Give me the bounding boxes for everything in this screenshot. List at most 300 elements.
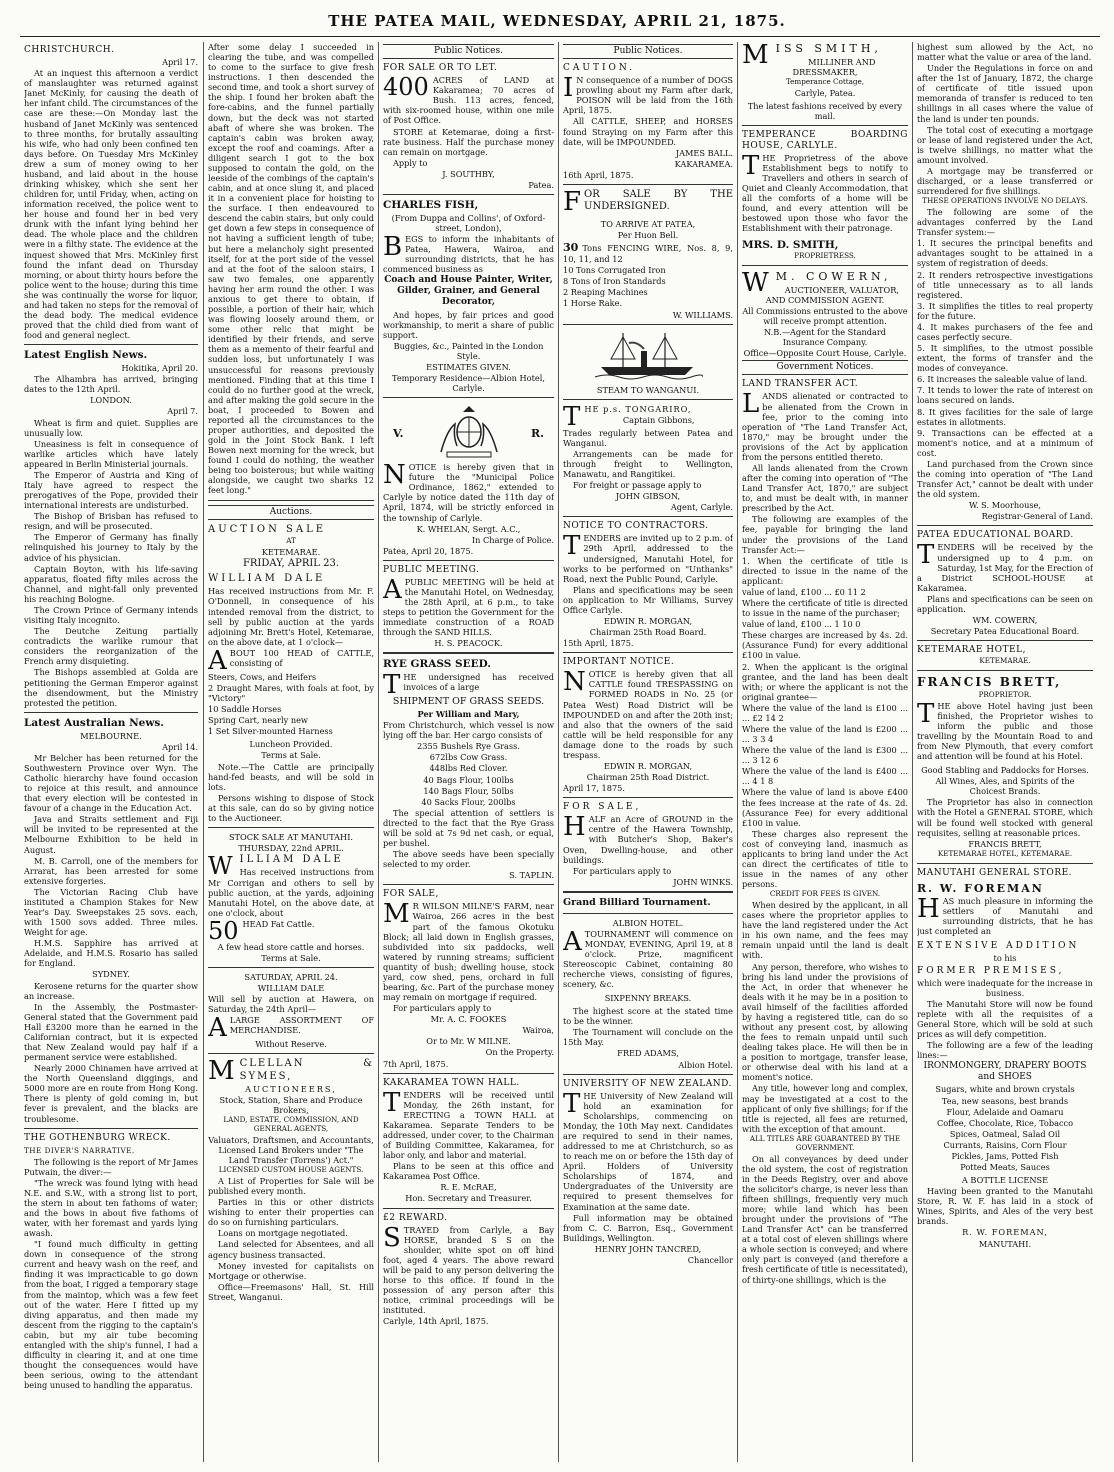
ad-date: 7th April, 1875. bbox=[383, 1058, 449, 1069]
ad-text: A mortgage may be transferred or discharged, or a lease transferred or surrendered for five shillings. bbox=[917, 165, 1093, 197]
list-item: 40 Bags Flour, 100lbs bbox=[423, 774, 514, 785]
list-item: Where the value of the land is £300 ... ... 3 12 6 bbox=[742, 745, 908, 766]
ad-heading: STOCK SALE AT MANUTAHI. bbox=[228, 831, 354, 842]
ad-heading: Grand Billiard Tournament. bbox=[563, 896, 711, 908]
ad-heading: A BOTTLE LICENSE bbox=[961, 1175, 1049, 1186]
divider bbox=[208, 500, 374, 501]
ad-text: to his bbox=[993, 952, 1017, 963]
list-item: Tea, new seasons, best brands bbox=[941, 1095, 1069, 1106]
divider bbox=[563, 652, 733, 653]
ad-heading: IRONMONGERY, DRAPERY BOOTS and SHOES bbox=[923, 1061, 1087, 1083]
ad-signature: HENRY JOHN TANCRED, bbox=[594, 1243, 702, 1254]
ad-text: A few head store cattle and horses. bbox=[217, 941, 365, 952]
list-item: Potted Meats, Sauces bbox=[960, 1162, 1050, 1173]
ad-text: PROPRIETRESS. bbox=[794, 251, 856, 261]
drop-cap: T bbox=[917, 698, 935, 729]
ad-text: Plans and specifications can be seen on application. bbox=[917, 593, 1093, 614]
ad-heading: RYE GRASS SEED. bbox=[383, 658, 491, 671]
ad-text: From Christchurch, which vessel is now lying off the bar. Her cargo consists of bbox=[383, 720, 554, 741]
ad-text: value of land, £100 ... 1 10 0 bbox=[742, 619, 861, 630]
drop-cap: T bbox=[383, 670, 401, 701]
ad-number: 400 bbox=[383, 73, 429, 102]
list-item: 3. It simplifies the titles to real property for the future. bbox=[917, 300, 1093, 321]
column-3 bbox=[383, 42, 554, 1462]
ad-text: Has received instructions from Mr. F. O'Donnell, in consequence of his intended removal from the district, to sell by public auction at the yards adjoining Mr. Brett's Hotel, Ketemarae, on the above date, at 1 o'clock— bbox=[208, 586, 374, 647]
column-4 bbox=[563, 42, 733, 1462]
dateline: Hokitika, April 20. bbox=[121, 363, 198, 374]
ad-text: Per Huon Bell. bbox=[617, 229, 679, 240]
divider bbox=[208, 827, 374, 828]
column-rule bbox=[912, 42, 913, 1462]
ad-text: 1. When the certificate of title is directed to issue in the name of the applicant: bbox=[742, 555, 908, 586]
divider bbox=[208, 1053, 374, 1054]
drop-cap: I bbox=[563, 73, 574, 104]
section-heading: Auctions. bbox=[208, 505, 374, 520]
list-item: 8. It gives facilities for the sale of large estates in allotments. bbox=[917, 406, 1093, 427]
ad-heading: CAUTION. bbox=[563, 63, 636, 74]
ad-text: Chairman 25th Road Board. bbox=[589, 627, 707, 638]
ad-text: Registrar-General of Land. bbox=[981, 511, 1093, 522]
ad-text: Arrangements can be made for through freight to Wellington, Manawatu, and Rangitikei. bbox=[563, 448, 733, 480]
list-item: 5. It simplifies, to the utmost possible extent, the forms of transfer and the modes of conveyance. bbox=[917, 343, 1093, 374]
ad-heading: UNIVERSITY OF NEW ZEALAND. bbox=[563, 1078, 732, 1089]
ad-text: Note.—The Cattle are principally hand-fed beasts, and will be sold in lots. bbox=[208, 761, 374, 792]
list-item: Coffee, Chocolate, Rice, Tobacco bbox=[936, 1117, 1074, 1128]
ad-heading: FOR SALE, bbox=[383, 889, 439, 900]
ad-signature: FRED ADAMS, bbox=[617, 1048, 679, 1059]
list-item: 2 Reaping Machines bbox=[563, 287, 648, 298]
drop-cap: F bbox=[563, 186, 582, 217]
royal-crest-block bbox=[383, 402, 554, 462]
list-item: 1 Horse Rake. bbox=[563, 298, 623, 309]
list-item: 6. It increases the saleable value of land. bbox=[917, 374, 1088, 385]
list-item: Spices, Oatmeal, Salad Oil bbox=[949, 1128, 1061, 1139]
ad-heading: PATEA EDUCATIONAL BOARD. bbox=[917, 530, 1074, 541]
ad-text: HE Proprietress of the above Establishment begs to notify to Travellers and others in search of Quiet and Cleanly Accommodation, that all the comforts of a home will be found, and every attention will be bestowed upon those who favor the Establishment with their patronage. bbox=[742, 152, 908, 234]
ad-text: (From Duppa and Collins', of Oxford-street, London), bbox=[391, 212, 546, 233]
list-item: Tons FENCING WIRE, Nos. 8, 9, 10, 11, and 12 bbox=[563, 242, 733, 265]
article-paragraph: The Crown Prince of Germany intends visiting Italy incognito. bbox=[24, 604, 198, 626]
list-item: 140 Bags Flour, 50lbs bbox=[423, 785, 514, 796]
ad-signature: K. WHELAN, Sergt. A.C., bbox=[416, 523, 521, 534]
section-heading: Government Notices. bbox=[742, 360, 908, 375]
article-paragraph: Uneasiness is felt in consequence of warlike articles which have lately appeared in Berlin Ministerial journals. bbox=[24, 438, 198, 469]
ad-text: HEAD Fat Cattle. bbox=[242, 918, 315, 929]
ad-heading: CLELLAN & SYMES, bbox=[239, 1058, 374, 1082]
section-heading: Latest English News. bbox=[24, 349, 148, 362]
ad-signature: W. S. Moorhouse, bbox=[969, 500, 1041, 511]
divider bbox=[383, 560, 554, 561]
ad-text: PUBLIC MEETING will be held at the Manutahi Hotel, on Wednesday, the 28th April, at 6 p.m., to take steps to petition the Government for the immediate construction of a ROAD through the SAND HILLS. bbox=[383, 576, 554, 638]
drop-cap: T bbox=[917, 540, 935, 571]
ad-date: April 17, 1875. bbox=[563, 783, 625, 794]
divider bbox=[24, 712, 198, 713]
ad-text: The highest score at the stated time to be the winner. bbox=[563, 1006, 733, 1027]
ad-signature: W. WILLIAMS. bbox=[672, 309, 733, 320]
drop-cap: W bbox=[742, 268, 773, 299]
drop-cap: M bbox=[742, 42, 773, 70]
divider bbox=[563, 797, 733, 798]
ad-text: All Wines, Ales, and Spirits of the Choicest Brands. bbox=[935, 776, 1075, 797]
crest-letter: R. bbox=[531, 427, 544, 441]
ad-text: Buggies, &c., Painted in the London Style. bbox=[393, 340, 544, 361]
drop-cap: A bbox=[208, 1013, 227, 1044]
column-1 bbox=[24, 42, 198, 1462]
ad-text: AT bbox=[286, 535, 296, 545]
drop-cap: M bbox=[383, 899, 410, 930]
ad-text: KETEMARAE. bbox=[261, 546, 321, 557]
column-5 bbox=[742, 42, 908, 1462]
article-paragraph: H.M.S. Sapphire has arrived at Adelaide, and H.M.S. Rosario has sailed for England. bbox=[24, 938, 198, 969]
ad-text: LAND, ESTATE, COMMISSION, AND GENERAL AGENTS, bbox=[223, 1115, 359, 1134]
ad-text: AUCTIONEERS, bbox=[245, 1083, 337, 1094]
list-item: Where the value of the land is £200 ... ... 3 3 4 bbox=[742, 723, 908, 745]
ad-heading: PUBLIC MEETING. bbox=[383, 564, 480, 575]
list-item: 4. It makes purchasers of the fee and cases perfectly secure. bbox=[917, 321, 1093, 342]
section-heading: Public Notices. bbox=[383, 44, 554, 59]
ad-heading: EXTENSIVE ADDITION bbox=[917, 940, 1080, 951]
list-item: 8 Tons of Iron Standards bbox=[563, 276, 666, 287]
ad-text: The latest fashions received by every mail. bbox=[747, 100, 903, 121]
drop-cap: N bbox=[563, 667, 586, 698]
ad-text: R WILSON MILNE'S FARM, near Wairoa, 266 acres in the best part of the famous Okotuku Block; all laid down in English grasses, subdivided into six paddocks, well watered by running streams; sufficient quantity of bush; dwelling house, stock yard, cow shed, pens, orchard in full bearing, &c. Part of the purchase money may remain on mortgage if required. bbox=[383, 901, 554, 1003]
ad-heading: KAKARAMEA TOWN HALL. bbox=[383, 1077, 520, 1088]
masthead-rule bbox=[20, 36, 1100, 37]
ad-text: The Manutahi Store will now be found replete with all the requisites of a General Store, which will be sold at such prices as will defy competition. bbox=[917, 998, 1093, 1040]
ad-heading: FRANCIS BRETT, bbox=[917, 675, 1062, 690]
ad-text: Parties in this or other districts wishing to enter their properties can do so on furnishing particulars. bbox=[208, 1197, 374, 1228]
ad-signature: JOHN WINKS. bbox=[673, 876, 733, 887]
ad-heading: SIXPENNY BREAKS. bbox=[604, 993, 692, 1004]
column-rule bbox=[558, 42, 559, 1462]
article-paragraph: After some delay I succeeded in clearing the tube, and was compelled to come to the surface to give fresh instructions. I then descended the second time, and took a short survey of the ship. I found her broken abaft the fore-cabins, and the funnel partially down, but the deck was not started abaft of where she was broken. The captain's cabin was broken away, except the roof and coamings. After a diligent search I got to the box supposed to contain the gold, on the leeside of the combings of the captain's cabin, and at once slung it, and placed it in a convenient place for hoisting to the surface. I then endeavoured to descend the cabin stairs, but only could get down a few steps in consequence of not having a sufficient length of tube; but here a melancholy sight presented itself, for at the port side of the vessel and at the foot of the saloon stairs, I saw two females, one apparently having her arm round the other. I was anxious to get there to obtain, if possible, a portion of their hair, which was flowing loosely around them, or some other relic that might be identified by their friends, and serve them as a memento of their fearful and sudden loss, but unfortunately I was unsuccessful for reasons previously mentioned. Finding that at this time I could do no further good at the wreck, and after making the gold secure in the boat, I proceeded to Bowen and reported all the circumstances to the proper authorities, and deposited the gold in the Joint Stock Bank. I left Bowen next morning for the wreck, but found I could do nothing, the weather being too boisterous; but while waiting alongside, we caught two sharks 12 feet long." bbox=[208, 42, 374, 496]
list-item: Where the value of the land is £400 ... ... 4 1 8 bbox=[742, 766, 908, 787]
ad-date: Patea, April 20, 1875. bbox=[383, 545, 474, 556]
article-paragraph: At an inquest this afternoon a verdict of manslaughter was returned against Janet McKinly, for causing the death of her infant child. The circumstances of the case are these:—On Monday last the husband of Janet McKinly was sentenced to three months, for brutally assaulting his wife, who had only been confined ten days before. On Tuesday Mrs McKinley drew a sum of money owing to her husband, and laid about in the house drinking whiskey, which she sent her children for, until Friday, when, acting on information received, the police went to her house and found her in bed very drunk with the infant lying behind her dead. The whole place and the children were in a filthy state. The evidence at the inquest showed that Mrs. McKinley first found the infant dead on Thursday morning, or about thirty hours before the police went to the house; during this time she was continually the worse for liquor, and had taken no steps for the removal of the dead body. The medical evidence proved that the child died from want of food and general neglect. bbox=[24, 68, 198, 341]
list-item: Where the value of the land is £100 ... ... £2 14 2 bbox=[742, 702, 908, 723]
ad-signature: JAMES BALL. bbox=[675, 147, 733, 158]
ad-heading: WILLIAM DALE bbox=[257, 983, 325, 994]
ad-text: On all conveyances by deed under the old system, the cost of registration in the Deeds Registry, over and above the solicitor's charge, is never less than fifteen shillings, frequently very much more; while land which has been brought under the provisions of "The Land Transfer Act" can be transferred at a total cost of eleven shillings where a whole section is conveyed; and where only part is conveyed (and therefore a fresh certificate of title is necessitated), of thirty-one shillings, which is the bbox=[742, 1153, 908, 1285]
divider bbox=[917, 863, 1093, 864]
list-item: 10 Saddle Horses bbox=[208, 704, 282, 715]
ad-text: For particulars apply to bbox=[573, 865, 672, 876]
article-paragraph: The Bishop of Brisban has refused to resign, and will be prosecuted. bbox=[24, 511, 198, 532]
ad-text: ENDERS are invited up to 2 p.m. of 29th April, addressed to the undersigned, Manutahi Hotel, for works to be performed on "Unthanks" Road, next the Public Pound, Carlyle. bbox=[563, 533, 733, 584]
divider bbox=[383, 194, 554, 195]
ad-text: Per William and Mary, bbox=[417, 709, 520, 720]
ad-text: BOUT 100 HEAD of CATTLE, consisting of bbox=[229, 647, 374, 668]
ad-heading: OR SALE BY THE UNDERSIGNED. bbox=[584, 188, 733, 213]
drop-cap: B bbox=[383, 232, 403, 263]
divider bbox=[563, 1074, 733, 1075]
ad-signature: H. S. PEACOCK. bbox=[434, 638, 503, 649]
ad-text: The following are a few of the leading lines:— bbox=[917, 1040, 1093, 1061]
ad-heading: IMPORTANT NOTICE. bbox=[563, 657, 675, 668]
ad-signature: J. SOUTHBY, bbox=[442, 168, 495, 179]
article-paragraph: M. B. Carroll, one of the members for Arrarat, has been arrested for some extensive forgeries. bbox=[24, 855, 198, 886]
steamship-icon bbox=[593, 329, 703, 381]
drop-cap: H bbox=[917, 894, 940, 925]
divider bbox=[917, 670, 1093, 671]
ad-text: Persons wishing to dispose of Stock at this sale, can do so by giving notice to the Auctioneer. bbox=[208, 792, 374, 823]
ad-text: ALF an Acre of GROUND in the centre of the Hawera Township, with Butcher's Shop, Baker's Oven, Dwelling-house, and other buildings. bbox=[563, 814, 733, 865]
ad-text: When desired by the applicant, in all cases where the proprietor applies to have the land registered under the Act in his own name, and the fees may remain unpaid until the land is dealt with. bbox=[742, 900, 908, 961]
list-item: 2355 Bushels Rye Grass. bbox=[417, 741, 520, 752]
divider bbox=[383, 652, 554, 654]
article-paragraph: The Victorian Racing Club have instituted a Champion Stakes for New Year's Day. Sweepstakes 25 sovs. each, with 1500 sovs added. Three miles. Weight for age. bbox=[24, 886, 198, 938]
list-item: 1. It secures the principal benefits and advantages sought to be attained in a system of registration of deeds. bbox=[917, 238, 1093, 269]
ad-signature: EDWIN R. MORGAN, bbox=[603, 616, 693, 627]
ad-text: Temperance Cottage, bbox=[785, 76, 865, 86]
ad-heading: ISS SMITH, bbox=[775, 42, 882, 55]
list-item: 10 Tons Corrugated Iron bbox=[563, 265, 666, 276]
ad-signature: Or to Mr. W MILNE. bbox=[426, 1036, 511, 1047]
subheading: CREDIT FOR FEES IS GIVEN. bbox=[769, 889, 881, 899]
ad-heading: HE p.s. TONGARIRO, bbox=[584, 403, 692, 414]
ad-text: ACRES of LAND at Kakaramea; 70 acres of Bush. 113 acres, fenced, with six-roomed house, within one mile of Post Office. bbox=[383, 75, 554, 126]
ad-heading: ALBION HOTEL. bbox=[612, 917, 684, 928]
ad-text: Carlyle, Patea. bbox=[794, 87, 856, 98]
ad-text: Money invested for capitalists on Mortgage or otherwise. bbox=[208, 1260, 374, 1281]
ad-text: AS much pleasure in informing the settlers of Manutahi and surrounding districts, that he has just completed an bbox=[917, 896, 1093, 937]
crest-letter: V. bbox=[393, 427, 404, 441]
ad-text: Office—Freemasons' Hall, St. Hill Street, Wanganui. bbox=[208, 1281, 374, 1302]
column-rule bbox=[378, 42, 379, 1462]
drop-cap: A bbox=[563, 926, 582, 957]
section-heading: Public Notices. bbox=[563, 44, 733, 59]
ad-text: Terms at Sale. bbox=[261, 750, 321, 761]
divider bbox=[563, 891, 733, 893]
list-item: 672lbs Cow Grass. bbox=[429, 752, 508, 763]
section-heading: CHRISTCHURCH. bbox=[24, 45, 115, 55]
ad-text: HE University of New Zealand will hold an examination for Scholarships, commencing on Monday, the 10th May next. Candidates are required to send in their names, addressed to me at Christchurch, so as to reach me on or before the 15th day of April. Holders of University Scholarships of 1874, and Undergraduates of the University are required to present themselves for Examination at the same date. bbox=[563, 1090, 733, 1212]
ad-text: TO ARRIVE AT PATEA, bbox=[600, 218, 696, 229]
divider bbox=[742, 265, 908, 266]
ad-text: Will sell by auction at Hawera, on Saturday, the 24th April— bbox=[208, 994, 374, 1015]
ad-text: value of land, £100 ... £0 11 2 bbox=[742, 586, 866, 597]
divider bbox=[742, 125, 908, 126]
ad-text: KAKARAMEA. bbox=[674, 158, 733, 169]
divider bbox=[383, 1073, 554, 1074]
drop-cap: S bbox=[383, 1222, 401, 1253]
list-item: 9. Transactions can be effected at a moment's notice, and at a minimum of cost. bbox=[917, 427, 1093, 458]
ad-text: The total cost of executing a mortgage or lease of land registered under the Act, is twelve shillings, no matter what the amount involved. bbox=[917, 124, 1093, 165]
article-paragraph: Nearly 2000 Chinamen have arrived at the North Queensland diggings, and 5000 more are en route from Hong Kong. There is plenty of gold coming in, but fever is prevalent, and the blacks are troublesome. bbox=[24, 1063, 198, 1124]
ad-text: The above seeds have been specially selected to my order. bbox=[383, 849, 554, 870]
ad-text: Plans to be seen at this office and Kakaramea Post Office. bbox=[383, 1161, 554, 1182]
divider bbox=[563, 184, 733, 185]
ad-text: ANDS alienated or contracted to be alienated from the Crown in fee, prior to the coming into operation of "The Land Transfer Act, 1870," may be brought under the provisions of the Act by application from the persons entitled thereto. bbox=[742, 391, 908, 462]
dateline: April 14. bbox=[162, 741, 198, 752]
subheading: ALL TITLES ARE GUARANTEED BY THE GOVERNMENT. bbox=[749, 1133, 901, 1152]
article-paragraph: The Deutche Zeitung partially contradicts the warlike rumour that considers the reorganization of the French army disquieting. bbox=[24, 626, 198, 667]
divider bbox=[917, 640, 1093, 641]
ad-text: Valuators, Draftsmen, and Accountants, Licensed Land Brokers under "The Land Transfer (Torrens') Act." bbox=[208, 1134, 374, 1166]
ad-text: Plans and specifications may be seen on application to Mr Williams, Survey Office Carlyle. bbox=[563, 584, 733, 615]
divider bbox=[563, 399, 733, 400]
divider bbox=[24, 1128, 198, 1129]
ad-heading: KETEMARAE HOTEL, bbox=[917, 645, 1026, 656]
ad-text: Where the value of land is above £400 the fees increase at the rate of 4s. 2d. (Assurance Fee) for every additional £100 in value. bbox=[742, 787, 908, 828]
ad-text: HE above Hotel having just been finished, the Proprietor wishes to inform the public and those travelling by the Mountain Road to and from New Plymouth, that every comfort and attention will be found at his Hotel. bbox=[917, 700, 1093, 762]
ad-text: EGS to inform the inhabitants of Patea, Hawera, Wairoa, and surrounding districts, that he has commenced business as bbox=[383, 234, 554, 275]
ad-heading: LAND TRANSFER ACT. bbox=[742, 379, 859, 390]
divider bbox=[563, 913, 733, 914]
ad-text: 2. When the applicant is the original grantee, and the land has been dealt with; or where the applicant is not the original grantee— bbox=[742, 661, 908, 702]
article-paragraph: Kerosene returns for the quarter show an increase. bbox=[24, 980, 198, 1001]
subheading: SYDNEY. bbox=[92, 969, 130, 980]
ad-text: STORE at Ketemarae, doing a first-rate business. Half the purchase money can remain on mortgage. bbox=[383, 126, 554, 157]
ad-heading: SHIPMENT OF GRASS SEEDS. bbox=[392, 696, 545, 708]
ad-number: 50 bbox=[208, 916, 239, 945]
ad-text: The following are some of the advantages conferred by the Land Transfer system:— bbox=[917, 207, 1093, 238]
ad-text: which were inadequate for the increase in business. bbox=[917, 977, 1093, 998]
article-paragraph: In the Assembly, the Postmaster-General stated that the Government paid Hall £3200 more than he earned in the Californian contract, but it is expected that New Zealand would pay half if a permanent service were established. bbox=[24, 1001, 198, 1063]
ad-heading: LARGE ASSORTMENT OF MERCHANDISE. bbox=[229, 1015, 374, 1036]
masthead: THE PATEA MAIL, WEDNESDAY, APRIL 21, 1875. bbox=[328, 12, 786, 30]
ad-heading: NOTICE TO CONTRACTORS. bbox=[563, 521, 709, 532]
ad-text: All CATTLE, SHEEP, and HORSES found Straying on my Farm after this date, will be IMPOUNDED. bbox=[563, 116, 733, 147]
ad-text: Has received instructions from Mr Corrigan and others to sell by public auction, at the yards, adjoining Manutahi Hotel, on the above date, at one o'clock, about bbox=[208, 867, 374, 918]
ad-heading: M. COWERN, bbox=[775, 270, 892, 284]
ad-text: Loans on mortgage negotiated. bbox=[218, 1228, 348, 1239]
ad-heading: MANUTAHI GENERAL STORE. bbox=[917, 867, 1073, 878]
ad-text: These charges also represent the cost of conveying land, inasmuch as applicants to bring land under the Act can direct the certificates of title to issue in the names of any other persons. bbox=[742, 828, 908, 890]
article-paragraph: The Alhambra has arrived, bringing dates to the 12th April. bbox=[24, 374, 198, 395]
ad-heading: AUCTION SALE bbox=[208, 523, 327, 535]
ad-text: Any title, however long and complex, may be investigated at a cost to the applicant of only five shillings; for if the title is rejected, all fees are returned, with the exception of that amount. bbox=[742, 1083, 908, 1134]
list-item: 1 Set Silver-mounted Harness bbox=[208, 726, 333, 737]
ad-text: OTICE is hereby given that all CATTLE found TRESPASSING on FORMED ROADS in No. 25 (or Patea West) Road District will be IMPOUNDED on and after the 20th inst; and also that the owners of the said cattle will be held responsible for any damage done to the roads by such trespass. bbox=[563, 669, 733, 760]
ad-text: MILLINER AND DRESSMAKER, bbox=[792, 56, 876, 77]
ad-text: Captain Gibbons, bbox=[622, 414, 695, 425]
subheading: THESE OPERATIONS INVOLVE NO DELAYS. bbox=[922, 196, 1088, 206]
ad-text: Agent, Carlyle. bbox=[670, 502, 733, 513]
drop-cap: T bbox=[563, 401, 582, 432]
ad-text: Wairoa, bbox=[522, 1025, 554, 1036]
article-paragraph: Mr Belcher has been returned for the Southwestern Province over Wyn. The Catholic hierarchy have found occasion to rejoice at this result, and announce that every election will be contested in favour of a change in the Education Act. bbox=[24, 752, 198, 814]
ad-text: A List of Properties for Sale will be published every month. bbox=[208, 1176, 374, 1197]
divider bbox=[383, 397, 554, 398]
article-paragraph: The following is the report of Mr James Putwain, the diver:— bbox=[24, 1156, 198, 1177]
list-item: Currants, Raisins, Corn Flour bbox=[943, 1139, 1067, 1150]
ad-text: Under the Regulations in force on and after the 1st of January, 1872, the charge of certificate of title issued upon memoranda of transfer is reduced to ten shillings in all cases where the value of the land is under ten pounds. bbox=[917, 63, 1093, 124]
list-item: 2. It renders retrospective investigations of title unnecessary as to all lands registered. bbox=[917, 269, 1093, 300]
ad-signature: WM. COWERN, bbox=[972, 614, 1038, 625]
divider bbox=[563, 324, 733, 325]
ad-signature: Mr. A. C. FOOKES bbox=[430, 1014, 507, 1025]
dateline: April 7. bbox=[167, 406, 198, 417]
list-item: 40 Sacks Flour, 200lbs bbox=[421, 796, 516, 807]
divider bbox=[24, 344, 198, 345]
ad-text: Where the certificate of title is directed to issue in the name of the purchaser; bbox=[742, 598, 908, 619]
ad-text: Secretary Patea Educational Board. bbox=[930, 626, 1080, 637]
ad-signature: MRS. D. SMITH, bbox=[742, 238, 839, 251]
ad-text: The following are examples of the fee, payable for bringing the land under the provisions of the Land Transfer Act:— bbox=[742, 514, 908, 555]
article-paragraph: The Emperor of Austria and King of Italy have agreed to respect the prerogatives of the Pope, provided their international interests are undisturbed. bbox=[24, 469, 198, 511]
article-paragraph: The Emperor of Germany has finally relinquished his journey to Italy by the advice of his physician. bbox=[24, 532, 198, 563]
ad-text: HE undersigned has received invoices of a large bbox=[403, 672, 554, 693]
ad-heading: FOR SALE OR TO LET. bbox=[383, 63, 498, 74]
ad-text: The Tournament will conclude on the 15th May. bbox=[563, 1027, 733, 1048]
ad-text: Office—Opposite Court House, Carlyle. bbox=[743, 348, 907, 359]
ad-date: THURSDAY, 22nd APRIL. bbox=[238, 843, 344, 854]
ad-text: ESTIMATES GIVEN. bbox=[426, 361, 511, 372]
divider bbox=[917, 525, 1093, 526]
ad-text: The special attention of settlers is directed to the fact that the Rye Grass will be sold at 7s 9d net cash, or equal, per bushel. bbox=[383, 807, 554, 848]
ad-text: Trades regularly between Patea and Wanganui. bbox=[563, 427, 733, 448]
drop-cap: T bbox=[383, 1087, 401, 1118]
ad-text: Terms at Sale. bbox=[261, 952, 321, 963]
divider bbox=[383, 1208, 554, 1209]
subheading: THE DIVER'S NARRATIVE. bbox=[24, 1145, 135, 1155]
ad-signature: EDWIN R. MORGAN, bbox=[603, 761, 693, 772]
column-rule bbox=[203, 42, 204, 1462]
list-item: 448lbs Red Clover. bbox=[429, 763, 508, 774]
drop-cap: A bbox=[208, 645, 227, 676]
ad-text: PROPRIETOR. bbox=[978, 689, 1032, 699]
list-item: Pickles, Jams, Potted Fish bbox=[951, 1150, 1059, 1161]
drop-cap: H bbox=[563, 812, 586, 843]
article-paragraph: Captain Boyton, with his life-saving apparatus, floated fifty miles across the Channel, and night-fall only prevented his reaching Bologne. bbox=[24, 563, 198, 604]
ad-text: For particulars apply to bbox=[393, 1003, 492, 1014]
ad-text: Land purchased from the Crown since the coming into operation of "The Land Transfer Act," cannot be dealt with under the old system. bbox=[917, 458, 1093, 500]
ad-text: Having been granted to the Manutahi Store, R. W. F. has laid in a stock of Wines, Spirits, and Ales of the very best brands. bbox=[917, 1186, 1093, 1227]
article-paragraph: The Bishops assembled at Golda are petitioning the German Emperor against the disendowment, but the Ministry protested the petition. bbox=[24, 667, 198, 708]
ad-signature: R. E. McRAE, bbox=[440, 1182, 497, 1193]
ad-text: For freight or passage apply to bbox=[573, 480, 702, 491]
ad-text: N.B.—Agent for the Standard Insurance Company. bbox=[763, 327, 887, 348]
article-paragraph: Java and Straits settlement and Fiji will be invited to be represented at the Melbourne Exhibition to be held in August. bbox=[24, 814, 198, 855]
royal-coat-of-arms-icon bbox=[429, 402, 509, 460]
ad-text: KETEMARAE. bbox=[979, 656, 1031, 666]
ad-text: Without Reserve. bbox=[255, 1039, 327, 1050]
ad-text: In Charge of Police. bbox=[471, 534, 554, 545]
ad-text: Albion Hotel. bbox=[678, 1059, 733, 1070]
ad-text: Chairman 25th Road District. bbox=[586, 772, 710, 783]
ad-text: On the Property. bbox=[485, 1047, 554, 1058]
ad-heading: R. W. FOREMAN bbox=[917, 881, 1044, 895]
ad-text: Patea. bbox=[528, 179, 554, 190]
ad-text: ENDERS will be received by the undersigned up to 4 p.m. on Saturday, 1st May, for the Erection of a District SCHOOL-HOUSE at Kakaramea. bbox=[917, 542, 1093, 593]
ad-heading: CHARLES FISH, bbox=[383, 198, 479, 211]
ad-text: ENDERS will be received until Monday, the 26th instant, for ERECTING a TOWN HALL at Kakaramea. Separate Tenders to be addressed, under cover, to the Chairman of Building Committee, Kakaramea, for labor only, and labor and material. bbox=[383, 1089, 554, 1161]
ad-text: The Proprietor has also in connection with the Hotel a GENERAL STORE, which will be found well stocked with general requisites, selling at reasonable prices. bbox=[917, 797, 1093, 838]
ad-text: N consequence of a number of DOGS prowling about my Farm after dark, POISON will be laid from the 16th April, 1875. bbox=[563, 75, 733, 116]
ad-number: 30 bbox=[563, 240, 579, 254]
ad-text: KETEMARAE HOTEL, KETEMARAE. bbox=[937, 848, 1073, 858]
dateline: April 17. bbox=[162, 57, 198, 68]
ad-text: Any person, therefore, who wishes to bring his land under the provisions of the Act, in order that whenever he deals with it he may be in a position to avail himself of the facilities afforded by having a registered title, can do so without any present cost, by allowing the fees to remain unpaid until such dealing takes place. He will then be in a position to mortgage, transfer lease, or otherwise deal with his land at a moment's notice. bbox=[742, 961, 908, 1083]
ad-text: TOURNAMENT will commence on MONDAY, EVENING, April 19, at 8 o'clock. Prize, magnificent Stereoscopic Cabinet, containing 80 recherche views, consisting of figures, scenery, &c. bbox=[563, 928, 733, 990]
column-rule bbox=[737, 42, 738, 1462]
section-heading: THE GOTHENBURG WRECK. bbox=[24, 1132, 171, 1143]
drop-cap: W bbox=[208, 852, 236, 881]
ad-text: Full information may be obtained from C. C. Barron, Esq., Government Buildings, Wellington. bbox=[563, 1212, 733, 1243]
list-item: Steers, Cows, and Heifers bbox=[208, 671, 317, 682]
ad-date: Carlyle, 14th April, 1875. bbox=[383, 1316, 489, 1327]
ad-text: And hopes, by fair prices and good workmanship, to merit a share of public support. bbox=[383, 309, 554, 340]
ad-text: Apply to bbox=[393, 157, 428, 168]
ad-heading: STEAM TO WANGANUI. bbox=[596, 384, 700, 395]
article-paragraph: Wheat is firm and quiet. Supplies are unusually low. bbox=[24, 417, 198, 438]
drop-cap: T bbox=[563, 531, 581, 562]
ad-signature: JOHN GIBSON, bbox=[615, 491, 681, 502]
drop-cap: A bbox=[383, 574, 402, 605]
ad-date: 15th April, 1875. bbox=[563, 638, 634, 649]
drop-cap: M bbox=[208, 1056, 237, 1087]
